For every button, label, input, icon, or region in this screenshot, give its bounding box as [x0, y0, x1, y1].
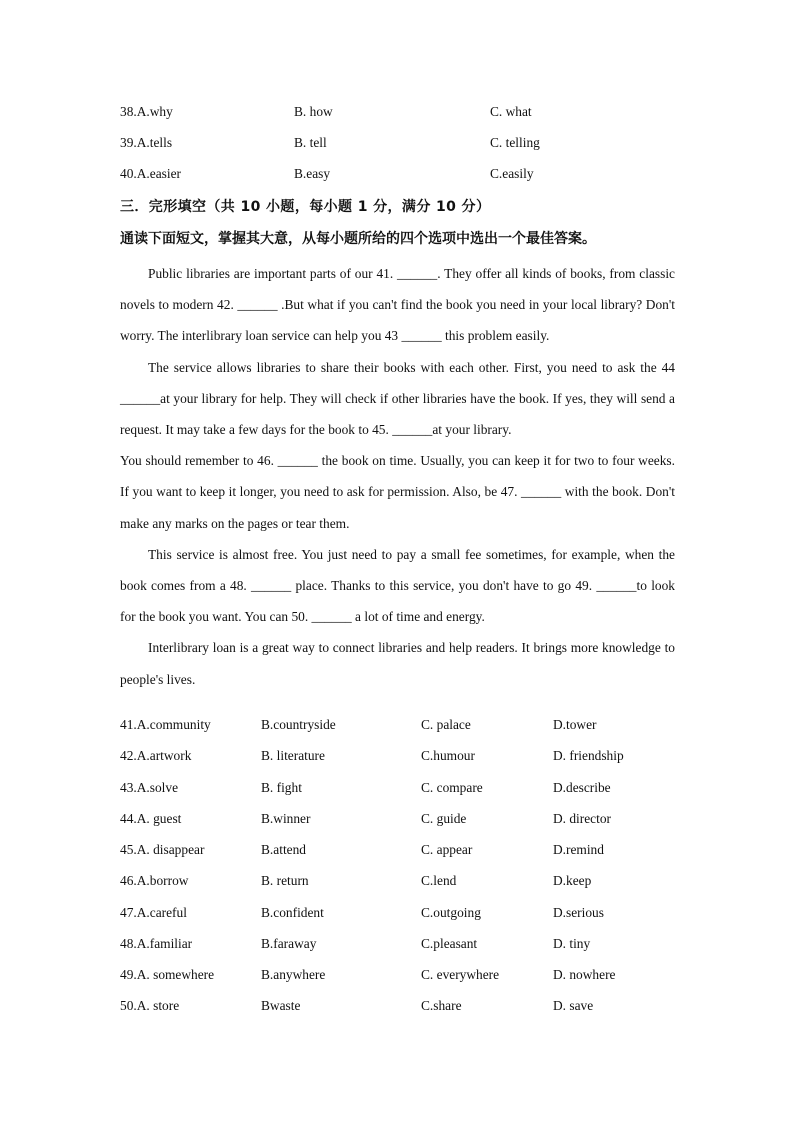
passage-paragraph: Public libraries are important parts of our 41. ______. They offer all kinds of books, from classic novels to modern 42. ______ .But what if you can't find the book you need in your local library? Don't worry. The interlibrary loan service can help you 43 ______ this problem easily.: [120, 266, 675, 344]
question-40-options: [120, 166, 680, 186]
option-c: C. appear: [421, 842, 473, 857]
option-c: C.easily: [490, 166, 534, 181]
option-b: B. how: [294, 104, 333, 119]
option-a: 48.A.familiar: [120, 936, 193, 951]
option-b: B. tell: [294, 135, 327, 150]
option-b: Bwaste: [261, 998, 301, 1013]
option-d: D.keep: [553, 873, 592, 888]
question-43-options: [120, 780, 680, 800]
passage-paragraph: Interlibrary loan is a great way to connect libraries and help readers. It brings more knowledge to people's lives.: [120, 640, 675, 687]
option-b: B.faraway: [261, 936, 317, 951]
option-a: 39.A.tells: [120, 135, 173, 150]
option-d: D. friendship: [553, 748, 624, 763]
option-c: C.share: [421, 998, 462, 1013]
option-b: B. literature: [261, 748, 325, 763]
option-a: 40.A.easier: [120, 166, 181, 181]
passage-paragraph: You should remember to 46. ______ the book on time. Usually, you can keep it for two to four weeks. If you want to keep it longer, you need to ask for permission. Also, be 47. ______ with the book. Don't make any marks on the pages or tear them.: [120, 453, 675, 531]
cloze-passage: [120, 258, 675, 695]
option-a: 38.A.why: [120, 104, 173, 119]
passage-paragraph: The service allows libraries to share their books with each other. First, you need to ask the 44 ______at your library for help. They will check if other libraries have the book. If yes, they will send a request. It may take a few days for the book to 45. ______at your library.: [120, 359, 675, 438]
option-d: D. director: [553, 811, 612, 826]
option-a: 43.A.solve: [120, 780, 179, 795]
question-50-options: [120, 998, 680, 1018]
option-d: D. tiny: [553, 936, 591, 951]
option-d: D. nowhere: [553, 967, 616, 982]
option-d: D.tower: [553, 717, 597, 732]
option-c: C. guide: [421, 811, 467, 826]
option-d: D.describe: [553, 780, 611, 795]
question-41-options: [120, 717, 680, 737]
option-a: 49.A. somewhere: [120, 967, 215, 982]
question-39-options: [120, 135, 680, 155]
option-c: C.pleasant: [421, 936, 478, 951]
passage-paragraph: This service is almost free. You just need to pay a small fee sometimes, for example, when the book comes from a 48. ______ place. Thanks to this service, you don't have to go 49. ______to look for the book you want. You can 50. ______ a lot of time and energy.: [120, 546, 675, 625]
option-a: 47.A.careful: [120, 905, 187, 920]
option-a: 45.A. disappear: [120, 842, 205, 857]
section-title: 三．完形填空（共 10 小题，每小题 1 分，满分 10 分）: [120, 199, 491, 215]
option-a: 46.A.borrow: [120, 873, 189, 888]
option-b: B.anywhere: [261, 967, 326, 982]
question-47-options: [120, 905, 680, 925]
option-c: C. everywhere: [421, 967, 500, 982]
question-38-options: [120, 104, 680, 124]
option-d: D.remind: [553, 842, 604, 857]
option-b: B.easy: [294, 166, 331, 181]
option-b: B. fight: [261, 780, 302, 795]
option-c: C.outgoing: [421, 905, 481, 920]
question-46-options: [120, 873, 680, 893]
option-c: C. what: [490, 104, 532, 119]
option-c: C. palace: [421, 717, 471, 732]
option-c: C.lend: [421, 873, 457, 888]
option-c: C.humour: [421, 748, 475, 763]
option-c: C. compare: [421, 780, 483, 795]
option-b: B.confident: [261, 905, 324, 920]
option-a: 41.A.community: [120, 717, 211, 732]
question-42-options: [120, 748, 680, 768]
question-45-options: [120, 842, 680, 862]
option-d: D. save: [553, 998, 594, 1013]
option-b: B.countryside: [261, 717, 336, 732]
option-a: 50.A. store: [120, 998, 180, 1013]
option-c: C. telling: [490, 135, 540, 150]
option-a: 42.A.artwork: [120, 748, 192, 763]
option-d: D.serious: [553, 905, 604, 920]
question-49-options: [120, 967, 680, 987]
option-a: 44.A. guest: [120, 811, 182, 826]
question-44-options: [120, 811, 680, 831]
question-48-options: [120, 936, 680, 956]
option-b: B.winner: [261, 811, 311, 826]
section-instruction: 通读下面短文，掌握其大意，从每小题所给的四个选项中选出一个最佳答案。: [120, 231, 596, 247]
option-b: B.attend: [261, 842, 306, 857]
option-b: B. return: [261, 873, 309, 888]
